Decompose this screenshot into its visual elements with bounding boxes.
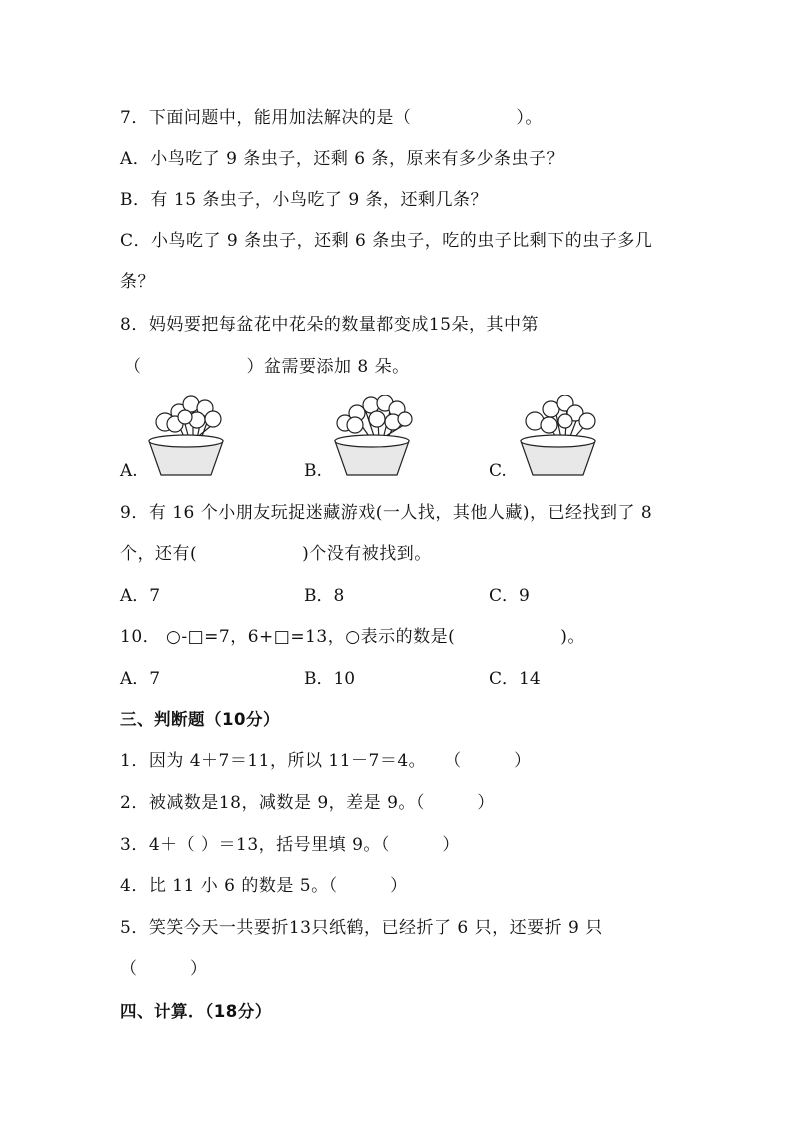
section3-title: 三、判断题（10分） (120, 710, 280, 729)
q9-stem: 9．有 16 个小朋友玩捉迷藏游戏(一人找，其他人藏)，已经找到了 8 (120, 503, 653, 523)
q8-option-b-label: B. (304, 461, 322, 481)
q8-option-c-label: C. (489, 461, 507, 481)
judge-item-4: 4．比 11 小 6 的数是 5。（ ） (120, 876, 408, 896)
judge-item-1: 1．因为 4＋7＝11，所以 11－7＝4。 （ ） (120, 751, 532, 771)
q10-option-c: C．14 (489, 669, 541, 689)
q9-option-a: A．7 (120, 586, 161, 606)
judge-item-5-cont: （ ） (120, 959, 208, 979)
q8-stem: 8．妈妈要把每盆花中花朵的数量都变成15朵，其中第 (120, 315, 539, 335)
judge-item-5: 5．笑笑今天一共要折13只纸鹤，已经折了 6 只，还要折 9 只 (120, 918, 603, 938)
q8-stem-cont: （ ）盆需要添加 8 朵。 (124, 357, 410, 377)
section4-title: 四、计算．（18分） (120, 1002, 272, 1021)
q7-stem: 7．下面问题中，能用加法解决的是（ ）。 (120, 108, 543, 128)
q10-option-a: A．7 (120, 669, 161, 689)
flower-pot-a-image (145, 395, 245, 477)
q7-option-b: B．有 15 条虫子，小鸟吃了 9 条，还剩几条？ (120, 190, 489, 210)
q10-stem: 10． ○-□=7，6+□=13，○表示的数是( )。 (120, 627, 585, 647)
q7-option-c-cont: 条？ (120, 272, 155, 292)
q9-option-b: B．8 (304, 586, 345, 606)
judge-item-3: 3．4＋（ ）＝13，括号里填 9。（ ） (120, 835, 460, 855)
judge-item-2: 2．被减数是18，减数是 9，差是 9。（ ） (120, 793, 495, 813)
flower-pot-c-image (517, 395, 617, 477)
q9-option-c: C．9 (489, 586, 530, 606)
q10-option-b: B．10 (304, 669, 356, 689)
q8-option-a-label: A. (120, 461, 138, 481)
q7-option-a: A．小鸟吃了 9 条虫子，还剩 6 条，原来有多少条虫子？ (120, 149, 565, 169)
flower-pot-b-image (331, 395, 431, 477)
q7-option-c: C．小鸟吃了 9 条虫子，还剩 6 条虫子，吃的虫子比剩下的虫子多几 (120, 231, 653, 251)
q9-stem-cont: 个，还有( )个没有被找到。 (120, 544, 432, 564)
